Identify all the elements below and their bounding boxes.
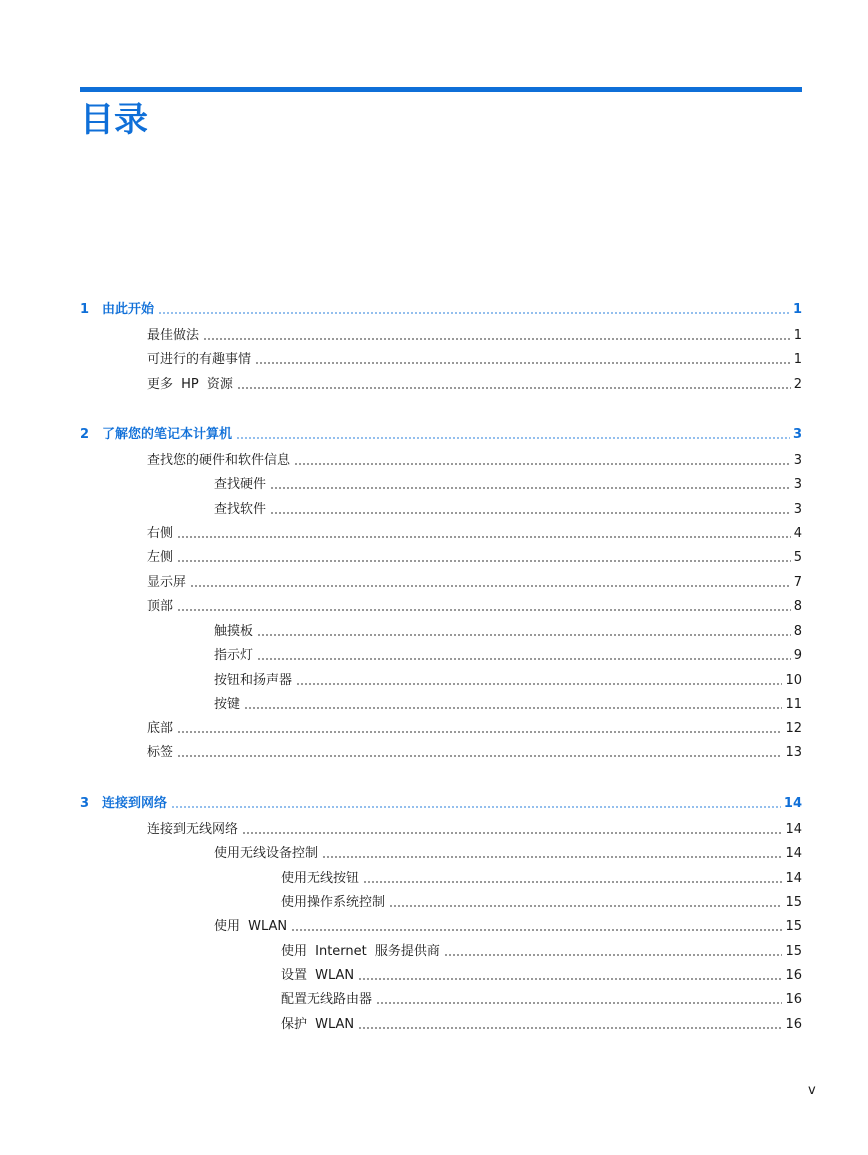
toc-entry[interactable] [214,498,802,518]
toc-page-number: 16 [785,992,802,1007]
toc-page-number: 15 [785,895,802,910]
toc-entry[interactable] [147,571,802,591]
toc-entry[interactable] [147,348,802,368]
dot-leader [376,1001,782,1005]
toc-entry[interactable] [281,1013,802,1033]
toc-entry-title: 右侧 [147,526,174,541]
toc-page-number: 16 [785,968,802,983]
toc-entry-title: 按键 [214,697,241,712]
toc-entry-title: 使用 Internet 服务提供商 [281,944,440,959]
toc-entry[interactable] [147,818,802,838]
toc-entry[interactable] [281,867,802,887]
page-folio: v [808,1083,816,1098]
dot-leader [177,559,791,563]
dot-leader [242,831,782,835]
toc-entry-title: 查找硬件 [214,477,267,492]
toc-page-number: 15 [785,944,802,959]
toc-entry[interactable] [147,717,802,737]
dot-leader [177,535,791,539]
toc-entry-title: 保护 WLAN [281,1017,355,1032]
toc-entry-title: 使用操作系统控制 [281,895,386,910]
toc-entry-title: 配置无线路由器 [281,992,373,1007]
toc-page-number: 14 [785,846,802,861]
toc-page-number: 11 [785,697,802,712]
dot-leader [177,730,782,734]
dot-leader [270,486,791,490]
toc-page-number: 2 [793,377,802,392]
toc-entry[interactable] [214,669,802,689]
toc-page-number: 9 [793,648,802,663]
toc-entry-title: 底部 [147,721,174,736]
toc-entry-title: 查找软件 [214,502,267,517]
table-of-contents [80,0,802,1155]
toc-entry-title: 查找您的硬件和软件信息 [147,453,291,468]
toc-entry-title: 更多 HP 资源 [147,377,233,392]
toc-page-number: 1 [793,328,802,343]
toc-entry-title: 使用无线按钮 [281,871,360,886]
chapter-number: 2 [80,427,90,442]
dot-leader [236,436,790,440]
toc-entry[interactable] [147,522,802,542]
dot-leader [363,880,782,884]
toc-page-number: 8 [793,624,802,639]
toc-entry-title: 使用无线设备控制 [214,846,319,861]
toc-entry[interactable] [214,915,802,935]
chapter-number: 1 [80,302,90,317]
toc-entry-title: 触摸板 [214,624,254,639]
toc-entry-title: 由此开始 [102,302,155,317]
toc-entry[interactable] [281,964,802,984]
toc-entry-title: 左侧 [147,550,174,565]
toc-entry[interactable] [147,741,802,761]
toc-entry[interactable] [281,891,802,911]
dot-leader [322,855,782,859]
dot-leader [358,977,782,981]
toc-entry-title: 标签 [147,745,174,760]
toc-page-number: 3 [793,453,802,468]
toc-page-number: 14 [785,871,802,886]
toc-page-number: 10 [785,673,802,688]
toc-entry-title: 按钮和扬声器 [214,673,293,688]
toc-entry-title: 连接到无线网络 [147,822,239,837]
toc-page-number: 7 [793,575,802,590]
toc-entry[interactable] [147,373,802,393]
toc-page-number: 16 [785,1017,802,1032]
dot-leader [257,633,791,637]
toc-entry[interactable] [214,473,802,493]
toc-page-number: 13 [785,745,802,760]
toc-chapter-3[interactable] [80,792,802,812]
dot-leader [244,706,782,710]
toc-entry[interactable] [214,842,802,862]
toc-entry-title: 显示屏 [147,575,187,590]
toc-entry[interactable] [147,324,802,344]
toc-chapter-2[interactable] [80,423,802,443]
toc-page-number: 3 [793,502,802,517]
toc-entry-title: 使用 WLAN [214,919,288,934]
dot-leader [158,311,790,315]
dot-leader [237,386,791,390]
dot-leader [190,584,791,588]
toc-chapter-1[interactable] [80,298,802,318]
toc-page-number: 14 [783,796,802,811]
toc-page-number: 5 [793,550,802,565]
toc-entry-title: 顶部 [147,599,174,614]
toc-entry-title: 连接到网络 [102,796,168,811]
toc-entry-title: 了解您的笔记本计算机 [102,427,233,442]
toc-entry[interactable] [147,595,802,615]
toc-page-number: 15 [785,919,802,934]
dot-leader [296,682,782,686]
dot-leader [358,1026,782,1030]
toc-entry-title: 可进行的有趣事情 [147,352,252,367]
dot-leader [257,657,791,661]
toc-page-number: 14 [785,822,802,837]
dot-leader [294,462,791,466]
dot-leader [291,928,782,932]
dot-leader [177,608,791,612]
toc-entry[interactable] [281,988,802,1008]
toc-page-number: 1 [793,352,802,367]
toc-page-number: 4 [793,526,802,541]
dot-leader [270,511,791,515]
toc-page-number: 8 [793,599,802,614]
toc-entry[interactable] [147,449,802,469]
toc-page-number: 12 [785,721,802,736]
chapter-number: 3 [80,796,90,811]
toc-entry[interactable] [214,693,802,713]
dot-leader [171,805,781,809]
toc-page-number: 3 [792,427,802,442]
dot-leader [389,904,782,908]
toc-entry-title: 最佳做法 [147,328,200,343]
toc-entry[interactable] [281,940,802,960]
toc-entry[interactable] [147,546,802,566]
toc-entry-title: 设置 WLAN [281,968,355,983]
dot-leader [255,361,791,365]
dot-leader [203,337,791,341]
toc-entry[interactable] [214,644,802,664]
toc-entry[interactable] [214,620,802,640]
dot-leader [444,953,783,957]
toc-page-number: 1 [792,302,802,317]
toc-entry-title: 指示灯 [214,648,254,663]
page-title: 目录 [80,100,148,140]
toc-page-number: 3 [793,477,802,492]
dot-leader [177,754,782,758]
